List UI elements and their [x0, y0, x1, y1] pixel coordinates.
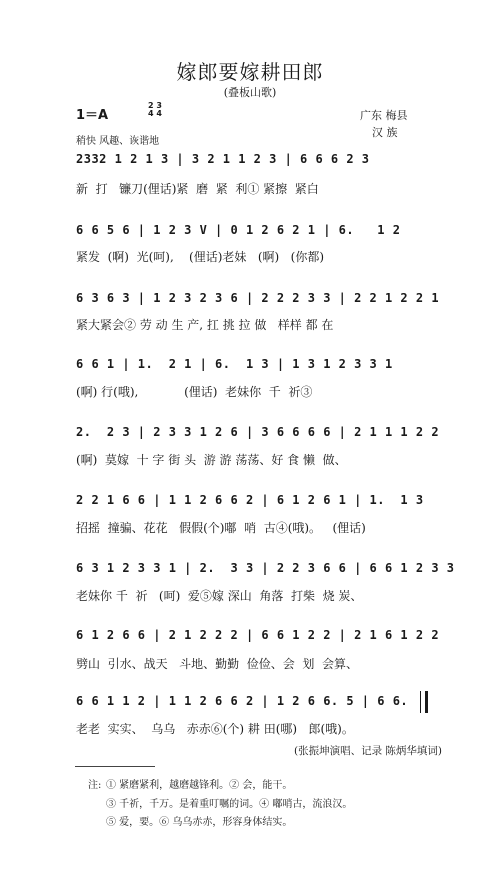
final-barline-thin	[420, 691, 421, 713]
meter-denominators: 4 4	[148, 109, 162, 118]
lyric-line-8: 劈山 引水、战天 斗地、勤勤 俭俭、会 划 会算、	[76, 657, 358, 671]
lyric-line-7: 老妹你 千 祈 (呵) 爱⑤嫁 深山 角落 打柴 烧 炭、	[76, 589, 363, 603]
lyric-line-5: (啊) 莫嫁 十 字 街 头 游 游 荡荡、好 食 懒 做、	[76, 453, 347, 467]
music-line-9: 6 6 1 1 2 | 1 1 2 6 6 2 | 1 2 6 6. 5 | 6 6.	[76, 694, 409, 708]
lyric-line-4: (啊) 行(哦), (俚话) 老妹你 千 祈③	[76, 385, 313, 399]
music-line-4: 6 6 1 | 1. 2 1 | 6. 1 3 | 1 3 1 2 3 3 1	[76, 357, 393, 371]
footnote-1: ① 紧磨紧利，越磨越锋利。② 会，能干。	[106, 780, 293, 791]
tempo-marking: 稍快 风趣、诙谐地	[76, 136, 160, 147]
meter-numerators: 2 3	[148, 101, 162, 110]
notes-divider	[75, 766, 155, 767]
music-line-8: 6 1 2 6 6 | 2 1 2 2 2 | 6 6 1 2 2 | 2 1 6 1 2 2	[76, 628, 440, 642]
lyric-line-1: 新 打 镰刀(俚话)紧 磨 紧 利① 紧擦 紧白	[76, 182, 319, 196]
music-line-3: 6 3 6 3 | 1 2 3 2 3 6 | 2 2 2 3 3 | 2 2 1 2 2 1	[76, 291, 440, 305]
notes-label: 注:	[88, 780, 102, 791]
final-barline-thick	[425, 691, 428, 713]
footnote-2: ③ 千祈，千万。是着重叮嘱的词。④ 嘟哨古，流浪汉。	[106, 799, 353, 810]
lyric-line-9: 老老 实实、 乌乌 赤赤⑥(个) 耕 田(哪) 郎(哦)。	[76, 722, 354, 736]
music-line-1: 2332 1 2 1 3 | 3 2 1 1 2 3 | 6 6 6 2 3	[76, 152, 370, 166]
lyric-line-3: 紧大紧会② 劳 动 生 产, 扛 挑 拉 做 样样 都 在	[76, 318, 334, 332]
song-title: 嫁郎要嫁耕田郎	[176, 60, 324, 84]
music-line-5: 2. 2 3 | 2 3 3 1 2 6 | 3 6 6 6 6 | 2 1 1 1 2 2	[76, 425, 440, 439]
music-line-6: 2 2 1 6 6 | 1 1 2 6 6 2 | 6 1 2 6 1 | 1. 1 3	[76, 493, 424, 507]
song-subtitle: (叠板山歌)	[223, 86, 277, 99]
lyric-line-2: 紧发 (啊) 光(呵), (俚话)老妹 (啊) (你都)	[76, 250, 325, 264]
music-line-2: 6 6 5 6 | 1 2 3 V | 0 1 2 6 2 1 | 6. 1 2	[76, 223, 401, 237]
performer-credit: (张振坤演唱、记录 陈炳华填词)	[293, 745, 442, 757]
music-line-7: 6 3 1 2 3 3 1 | 2. 3 3 | 2 2 3 6 6 | 6 6 1 2 3 3	[76, 561, 455, 575]
footnote-3: ⑤ 爱，要。⑥ 乌乌赤赤，形容身体结实。	[106, 817, 293, 828]
lyric-line-6: 招摇 撞骗、花花 假假(个)嘟 哨 古④(哦)。 (俚话)	[76, 521, 366, 535]
key-signature: 1＝A	[76, 108, 109, 123]
time-signature	[148, 102, 162, 118]
source-ethnicity: 汉 族	[372, 126, 398, 139]
source-region: 广东 梅县	[360, 109, 408, 122]
